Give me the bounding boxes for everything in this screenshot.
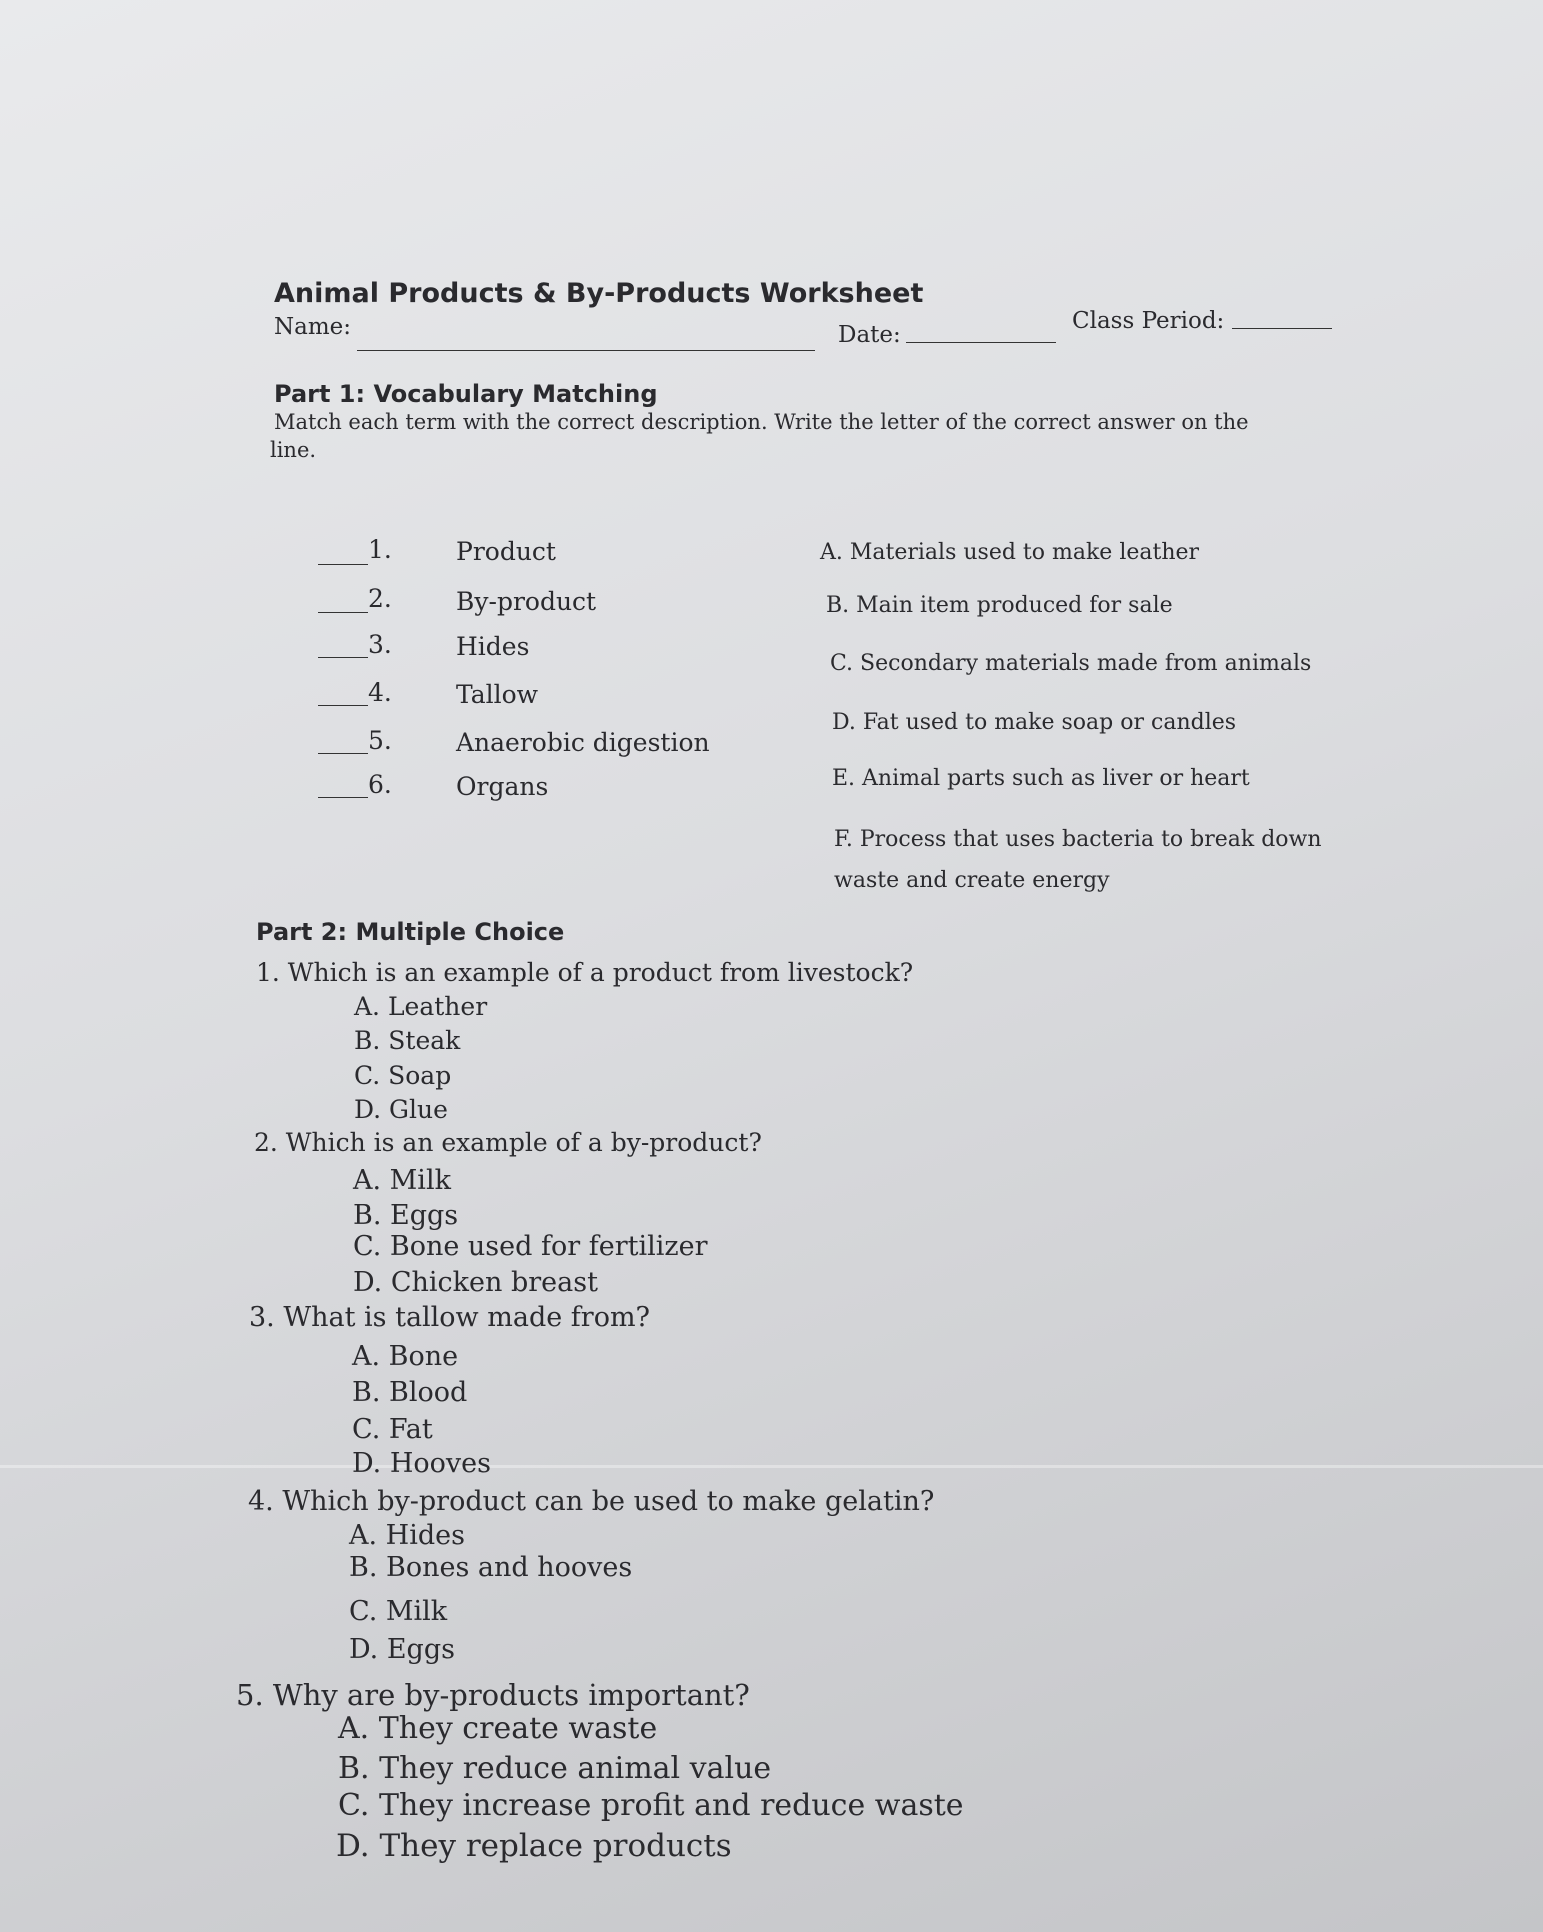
term: By-product	[456, 587, 597, 616]
option[interactable]: D. Hooves	[352, 1448, 491, 1479]
option[interactable]: C. Milk	[349, 1596, 448, 1627]
question-text: 2. Which is an example of a by-product?	[254, 1128, 762, 1157]
term-number: 6.	[368, 770, 392, 799]
term-number: 5.	[368, 726, 392, 755]
name-label: Name:	[274, 314, 352, 340]
answer-blank-5[interactable]	[318, 753, 368, 754]
option[interactable]: D. Eggs	[349, 1634, 455, 1665]
question-text: 1. Which is an example of a product from livestock?	[256, 958, 914, 987]
option[interactable]: A. They create waste	[338, 1711, 658, 1746]
option[interactable]: C. They increase profit and reduce waste	[338, 1788, 964, 1823]
term: Product	[456, 537, 556, 566]
class-period-label: Class Period:	[1072, 308, 1225, 334]
definition-continued: waste and create energy	[834, 868, 1110, 893]
question-text: 5. Why are by-products important?	[236, 1678, 750, 1712]
question-text: 3. What is tallow made from?	[249, 1302, 651, 1333]
term: Organs	[456, 772, 549, 801]
term: Tallow	[456, 680, 539, 709]
paper-fold	[0, 1465, 1543, 1468]
option[interactable]: A. Milk	[353, 1165, 451, 1196]
class-period-blank[interactable]	[1232, 328, 1332, 329]
answer-blank-2[interactable]	[318, 612, 368, 613]
option[interactable]: B. Bones and hooves	[349, 1552, 633, 1583]
answer-blank-1[interactable]	[318, 564, 368, 565]
option[interactable]: B. Steak	[354, 1026, 461, 1055]
part1-heading: Part 1: Vocabulary Matching	[274, 380, 658, 408]
option[interactable]: D. Glue	[354, 1095, 448, 1124]
option[interactable]: A. Leather	[354, 992, 488, 1021]
worksheet-title: Animal Products & By-Products Worksheet	[274, 278, 924, 309]
definition: E. Animal parts such as liver or heart	[832, 766, 1250, 791]
term-number: 4.	[368, 678, 392, 707]
question-text: 4. Which by-product can be used to make gelatin?	[248, 1486, 935, 1517]
term: Anaerobic digestion	[456, 728, 710, 757]
term-number: 3.	[368, 630, 392, 659]
definition: A. Materials used to make leather	[820, 540, 1200, 565]
answer-blank-6[interactable]	[318, 797, 368, 798]
option[interactable]: D. Chicken breast	[353, 1267, 598, 1298]
definition: C. Secondary materials made from animals	[830, 651, 1312, 676]
name-blank[interactable]	[357, 350, 815, 351]
option[interactable]: D. They replace products	[336, 1828, 732, 1864]
answer-blank-3[interactable]	[318, 657, 368, 658]
part2-heading: Part 2: Multiple Choice	[256, 918, 565, 946]
option[interactable]: B. Eggs	[353, 1200, 459, 1231]
term: Hides	[456, 632, 530, 661]
option[interactable]: C. Soap	[354, 1061, 452, 1090]
definition: F. Process that uses bacteria to break down	[834, 827, 1322, 852]
definition: B. Main item produced for sale	[826, 593, 1173, 618]
instructions: Match each term with the correct description. Write the letter of the correct answer on the	[274, 410, 1249, 434]
date-label: Date:	[838, 322, 901, 348]
option[interactable]: A. Bone	[352, 1341, 459, 1372]
term-number: 2.	[368, 584, 392, 613]
date-blank[interactable]	[906, 342, 1056, 343]
option[interactable]: A. Hides	[349, 1520, 465, 1551]
option[interactable]: C. Bone used for fertilizer	[353, 1231, 708, 1262]
option[interactable]: B. They reduce animal value	[338, 1751, 772, 1786]
instructions-line2: line.	[270, 438, 317, 462]
option[interactable]: B. Blood	[352, 1377, 468, 1408]
answer-blank-4[interactable]	[318, 705, 368, 706]
option[interactable]: C. Fat	[352, 1414, 433, 1445]
definition: D. Fat used to make soap or candles	[832, 710, 1237, 735]
term-number: 1.	[368, 535, 392, 564]
